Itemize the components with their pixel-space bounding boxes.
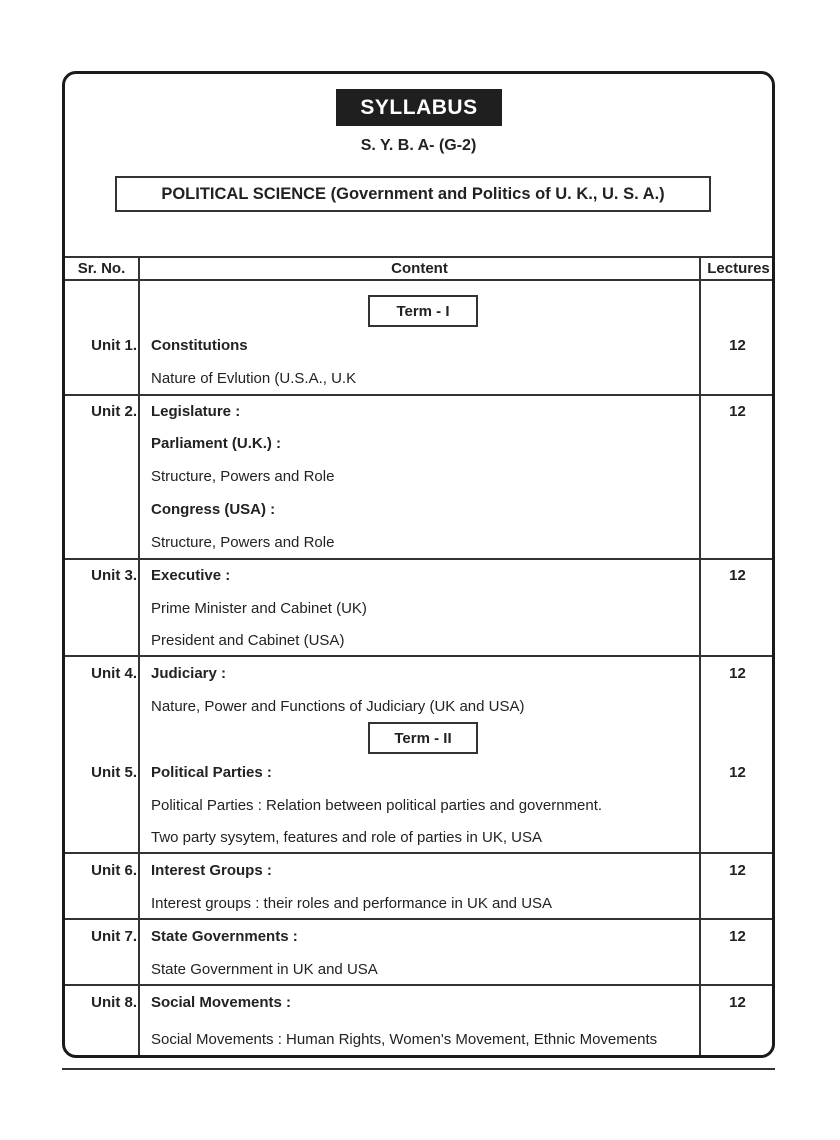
row-rule [65, 655, 772, 657]
lecture-count: 12 [729, 337, 746, 354]
unit-topic: Structure, Powers and Role [151, 468, 335, 485]
unit-heading: Legislature : [151, 403, 241, 420]
unit-topic: Nature, Power and Functions of Judiciary (UK and USA) [151, 698, 525, 715]
unit-topic: State Government in UK and USA [151, 961, 378, 978]
unit-heading: Constitutions [151, 337, 248, 354]
unit-heading: Judiciary : [151, 665, 227, 682]
unit-number: Unit 3. [91, 567, 137, 584]
unit-topic: Structure, Powers and Role [151, 534, 335, 551]
table-top-rule [65, 256, 772, 258]
unit-number: Unit 4. [91, 665, 137, 682]
course-code: S. Y. B. A- (G-2) [360, 137, 477, 154]
lecture-count: 12 [729, 567, 746, 584]
row-rule [65, 984, 772, 986]
unit-heading: Executive : [151, 567, 231, 584]
column-header-lectures: Lectures [707, 260, 770, 277]
column-header-sr: Sr. No. [77, 260, 126, 277]
term-2-label: Term - II [368, 722, 478, 754]
unit-heading: Interest Groups : [151, 862, 272, 879]
term-1-label: Term - I [368, 295, 478, 327]
lecture-count: 12 [729, 403, 746, 420]
header-bottom-rule [65, 279, 772, 281]
unit-topic: Two party sysytem, features and role of parties in UK, USA [151, 829, 542, 846]
lecture-count: 12 [729, 764, 746, 781]
unit-subheading: Congress (USA) : [151, 501, 276, 518]
unit-topic: President and Cabinet (USA) [151, 632, 345, 649]
lecture-count: 12 [729, 862, 746, 879]
unit-number: Unit 1. [91, 337, 137, 354]
column-header-content: Content [391, 260, 448, 277]
unit-topic: Nature of Evlution (U.S.A., U.K [151, 370, 357, 387]
unit-number: Unit 6. [91, 862, 137, 879]
page-title: SYLLABUS [336, 89, 502, 126]
unit-heading: Political Parties : [151, 764, 272, 781]
unit-number: Unit 8. [91, 994, 137, 1011]
unit-heading: State Governments : [151, 928, 298, 945]
syllabus-frame [62, 71, 775, 1058]
unit-number: Unit 5. [91, 764, 137, 781]
unit-topic: Prime Minister and Cabinet (UK) [151, 600, 367, 617]
unit-topic: Political Parties : Relation between political parties and government. [151, 797, 603, 814]
unit-topic: Social Movements : Human Rights, Women's Movement, Ethnic Movements [151, 1031, 658, 1048]
lecture-count: 12 [729, 928, 746, 945]
subject-title: POLITICAL SCIENCE (Government and Politics of U. K., U. S. A.) [115, 176, 711, 212]
unit-number: Unit 7. [91, 928, 137, 945]
footer-rule [62, 1068, 775, 1070]
lecture-count: 12 [729, 665, 746, 682]
lecture-count: 12 [729, 994, 746, 1011]
unit-number: Unit 2. [91, 403, 137, 420]
row-rule [65, 394, 772, 396]
row-rule [65, 852, 772, 854]
unit-subheading: Parliament (U.K.) : [151, 435, 282, 452]
row-rule [65, 558, 772, 560]
unit-topic: Interest groups : their roles and performance in UK and USA [151, 895, 553, 912]
row-rule [65, 918, 772, 920]
unit-heading: Social Movements : [151, 994, 292, 1011]
